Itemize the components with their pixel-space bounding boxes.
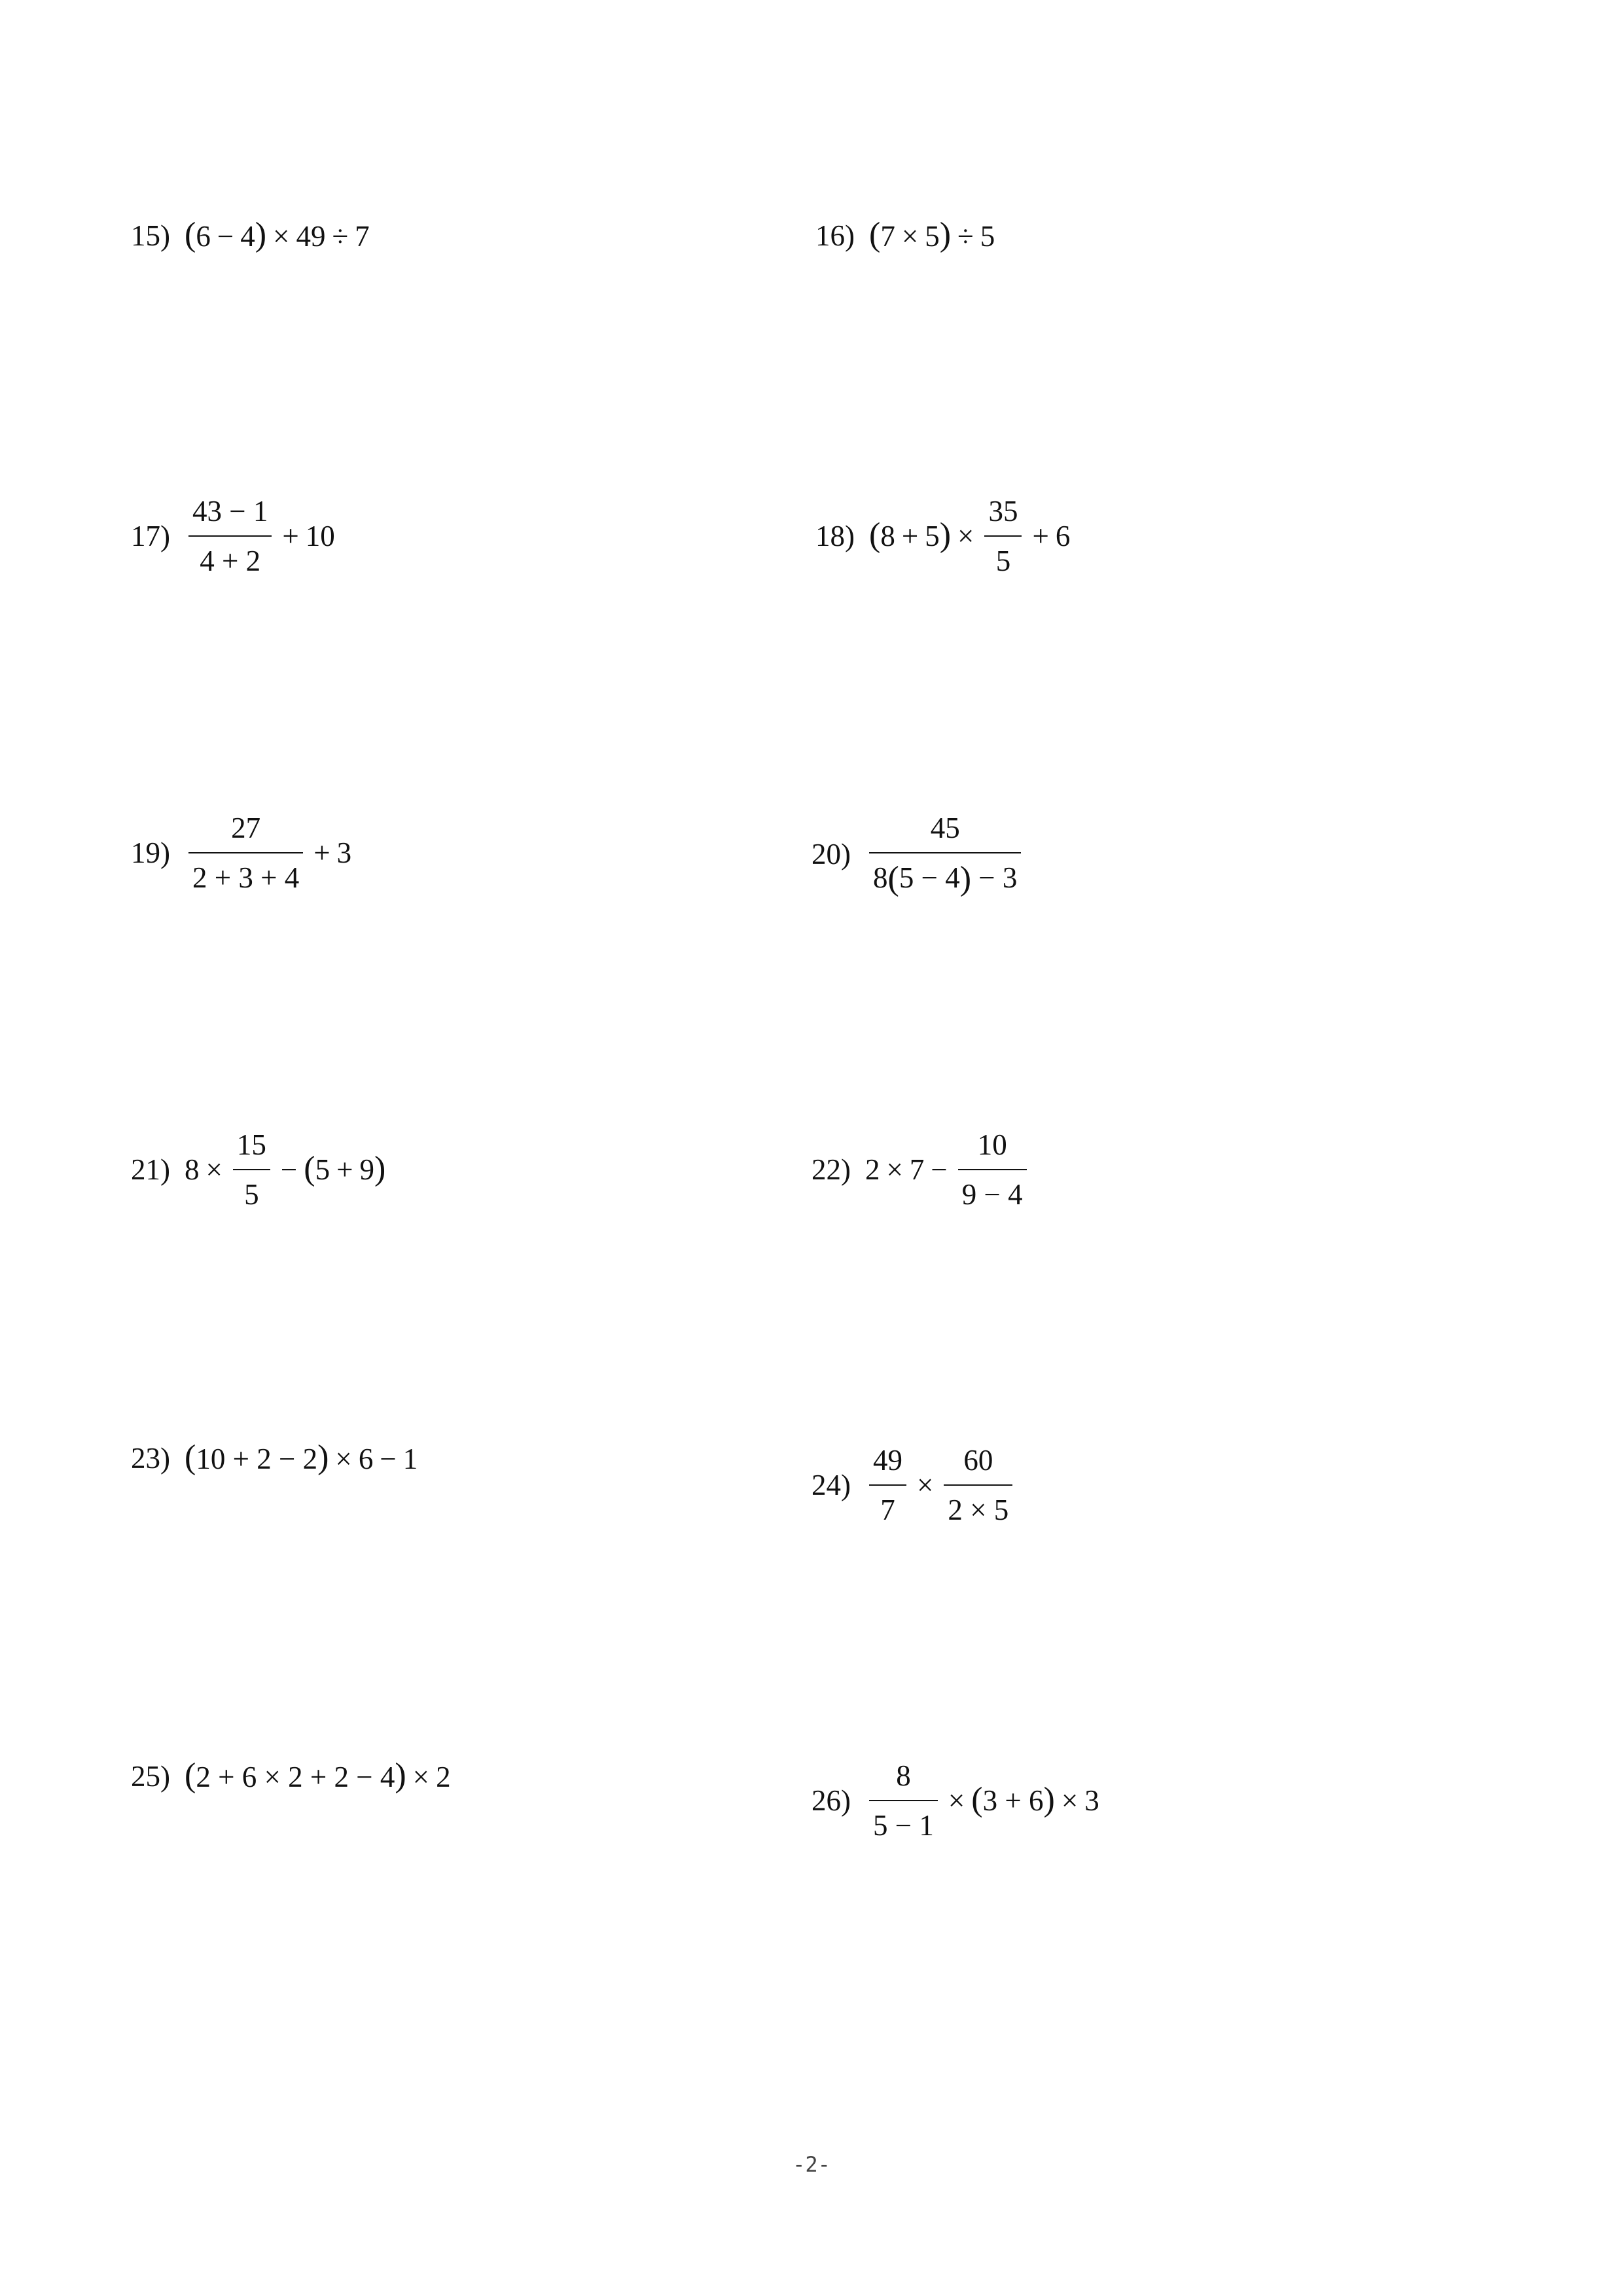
term: 8 [880,520,895,553]
operator: + [336,1153,353,1187]
problem-number: 20) [812,838,851,871]
numerator: 43 − 1 [192,495,268,528]
term: 7 [909,1153,925,1187]
paren-close: ) [959,860,972,898]
term: 6 [196,219,211,253]
expression [185,812,351,895]
paren-open: ( [185,1439,196,1476]
operator: + [901,520,919,553]
problem-18 [815,495,1070,579]
problem-15 [131,216,370,253]
term: 1 [402,1442,418,1475]
expression [865,812,1025,897]
operator: + [1032,520,1049,553]
denominator: 5 [244,1177,259,1211]
paren-close: ) [1043,1780,1055,1818]
term: 10 + 2 − 2 [196,1442,318,1475]
problem-number: 16) [815,219,855,253]
fraction-bar [233,1169,270,1170]
problem-number: 23) [131,1442,170,1475]
term: 6 [358,1442,374,1475]
problem-number: 15) [131,219,170,253]
term: 4 [240,219,255,253]
numerator: 10 [977,1128,1007,1161]
problem-number: 24) [812,1469,851,1502]
operator: × [901,219,919,253]
fraction-bar [869,852,1021,853]
operator: × [335,1442,352,1475]
paren-close: ) [317,1439,329,1476]
term: 5 [925,520,940,553]
paren-open: ( [185,216,196,253]
numerator: 27 [231,812,261,844]
paren-open: ( [304,1149,315,1187]
denominator: 2 + 3 + 4 [192,861,300,894]
expression [865,1759,1099,1843]
operator: × [412,1760,430,1793]
denominator-inner: 5 − 4 [899,861,960,894]
numerator: 60 [963,1444,993,1477]
numerator: 8 [896,1759,911,1792]
paren-open: ( [869,216,881,253]
denominator-tail: − 3 [978,861,1018,894]
term: 2 [436,1760,451,1793]
operator: × [957,520,974,553]
fraction [188,812,303,895]
expression [869,495,1070,579]
numerator: 35 [988,495,1018,528]
term: 5 [980,219,995,253]
problem-number: 26) [812,1784,851,1818]
problem-25 [131,1759,451,1794]
operator: + [282,520,299,553]
term: 2 [865,1153,880,1187]
operator: × [917,1469,934,1502]
problem-number: 19) [131,836,170,870]
paren-open: ( [971,1780,983,1818]
page-number: -2- [793,2152,830,2177]
fraction [984,495,1022,579]
term: 7 [355,219,370,253]
operator: − [931,1153,948,1187]
fraction [869,1759,938,1843]
term: 49 [296,219,326,253]
operator: × [948,1784,965,1818]
fraction [233,1128,270,1212]
operator: × [273,219,290,253]
paren-open: ( [869,516,881,554]
expression [865,1444,1016,1528]
expression [869,216,995,253]
fraction-bar [944,1484,1012,1486]
fraction-bar [869,1800,938,1801]
paren-close: ) [255,216,267,253]
expression [185,495,335,579]
operator: × [1061,1784,1079,1818]
paren-close: ) [374,1149,386,1187]
paren-open: ( [185,1757,196,1794]
fraction [944,1444,1012,1528]
term: 2 + 6 × 2 + 2 − 4 [196,1760,395,1793]
paren-close: ) [395,1757,406,1794]
term: 3 [336,836,352,870]
fraction [188,495,272,579]
term: 8 [185,1153,200,1187]
expression [185,1759,451,1794]
paren-close: ) [939,216,952,253]
problem-23 [131,1441,418,1476]
term: 3 [1084,1784,1099,1818]
expression [185,1441,418,1476]
operator: ÷ [332,219,349,253]
expression [185,1128,385,1212]
operator: ÷ [957,219,974,253]
problem-20 [812,812,1025,897]
problem-24 [812,1444,1016,1528]
problem-26 [812,1759,1099,1843]
term: 3 + 6 [982,1784,1044,1818]
problem-19 [131,812,351,895]
operator: + [313,836,330,870]
problem-number: 21) [131,1153,170,1187]
operator: × [886,1153,903,1187]
denominator: 5 − 1 [873,1808,934,1842]
expression [865,1128,1031,1212]
term: 5 [925,219,940,253]
operator: − [380,1442,397,1475]
problem-22 [812,1128,1031,1212]
problem-21 [131,1128,385,1212]
fraction-bar [188,535,272,537]
problem-number: 25) [131,1760,170,1793]
denominator [869,861,1021,898]
numerator: 45 [930,812,960,844]
term: 5 [315,1153,330,1187]
numerator: 49 [873,1444,902,1477]
term: 6 [1055,520,1071,553]
problem-number: 22) [812,1153,851,1187]
expression [185,216,370,253]
fraction [869,1444,906,1528]
paren-close: ) [939,516,952,554]
problem-17 [131,495,335,579]
fraction [869,812,1021,897]
fraction-bar [869,1484,906,1486]
problem-number: 18) [815,520,855,553]
fraction-bar [984,535,1022,537]
term: 7 [880,219,895,253]
term: 9 [359,1153,374,1187]
denominator: 9 − 4 [961,1177,1023,1211]
fraction-bar [188,852,303,853]
fraction-bar [958,1169,1027,1170]
denominator: 5 [995,544,1011,577]
operator: − [217,219,234,253]
denominator-coefficient: 8 [873,861,888,894]
term: 10 [305,520,335,553]
denominator: 2 × 5 [948,1493,1009,1526]
denominator: 7 [880,1493,895,1526]
problem-number: 17) [131,520,170,553]
operator: − [280,1153,298,1187]
fraction [958,1128,1027,1212]
numerator: 15 [236,1128,266,1161]
problem-16 [815,216,995,253]
paren-open: ( [887,860,899,898]
operator: × [205,1153,223,1187]
denominator: 4 + 2 [200,544,261,577]
